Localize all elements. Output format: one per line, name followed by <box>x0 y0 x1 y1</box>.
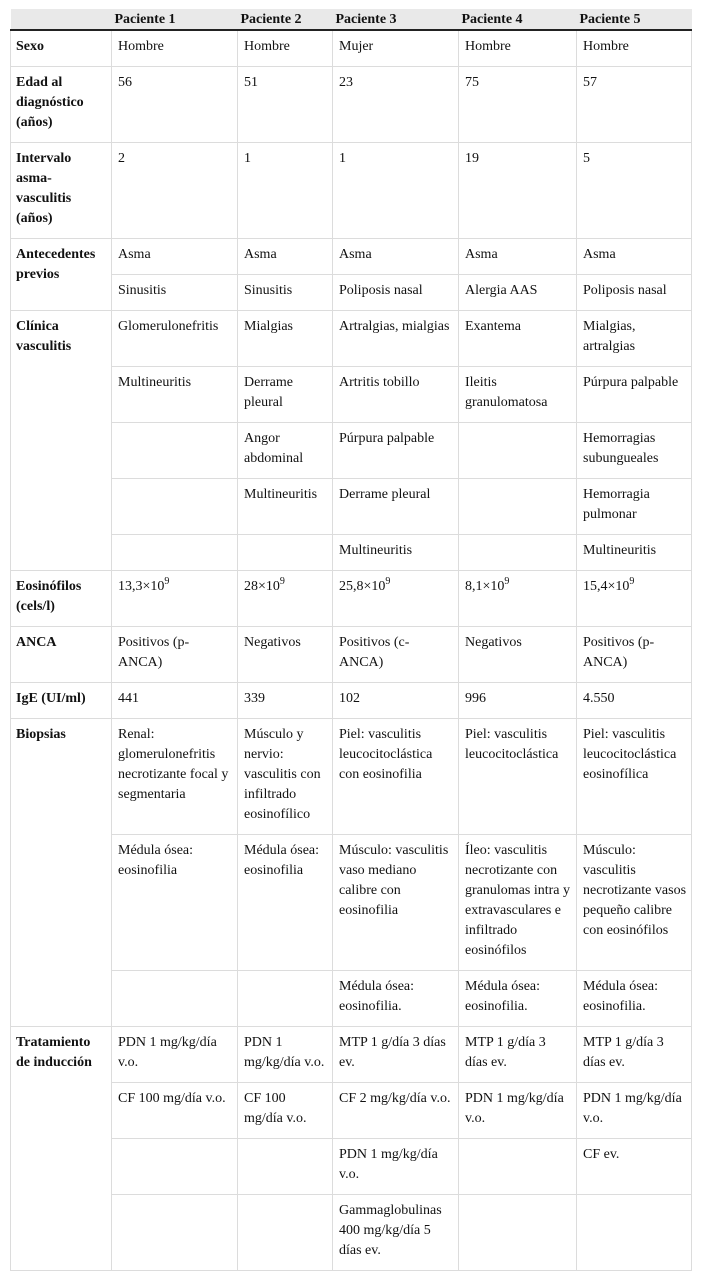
cell: Asma <box>577 239 692 275</box>
exponent: 9 <box>629 576 635 587</box>
cell: Artritis tobillo <box>333 367 459 423</box>
cell: MTP 1 g/día 3 días ev. <box>459 1027 577 1083</box>
cell <box>112 535 238 571</box>
cell: MTP 1 g/día 3 días ev. <box>577 1027 692 1083</box>
cell: Poliposis nasal <box>333 275 459 311</box>
patients-table <box>10 9 692 1271</box>
cell: 2 <box>112 143 238 239</box>
cell: Derrame pleural <box>238 367 333 423</box>
cell <box>459 1195 577 1271</box>
cell: Asma <box>112 239 238 275</box>
cell: 5 <box>577 143 692 239</box>
cell: PDN 1 mg/kg/día v.o. <box>112 1027 238 1083</box>
value: 8,1×10 <box>465 579 505 594</box>
cell: Ileitis granulomatosa <box>459 367 577 423</box>
cell: Multineuritis <box>238 479 333 535</box>
cell: Exantema <box>459 311 577 367</box>
header-paciente-2: Paciente 2 <box>238 9 333 30</box>
row-label: Intervalo asma-vasculitis (años) <box>11 143 112 239</box>
cell: Músculo: vasculitis vaso mediano calibre con eosinofilia <box>333 835 459 971</box>
cell: CF ev. <box>577 1139 692 1195</box>
cell: 441 <box>112 683 238 719</box>
cell <box>238 571 333 627</box>
row-clinica <box>11 311 692 367</box>
cell: Alergia AAS <box>459 275 577 311</box>
cell: Íleo: vasculitis necrotizante con granulomas intra y extravasculares e infiltrado eosinófilos <box>459 835 577 971</box>
row-label: IgE (UI/ml) <box>11 683 112 719</box>
cell: Hombre <box>459 30 577 67</box>
exponent: 9 <box>385 576 391 587</box>
cell: Sinusitis <box>238 275 333 311</box>
cell: Renal: glomerulonefritis necrotizante focal y segmentaria <box>112 719 238 835</box>
cell: Hombre <box>577 30 692 67</box>
cell: Mialgias, artralgias <box>577 311 692 367</box>
row-tratamiento <box>11 1027 692 1083</box>
row-label: Tratamiento de inducción <box>11 1027 112 1271</box>
cell: 56 <box>112 67 238 143</box>
cell: PDN 1 mg/kg/día v.o. <box>238 1027 333 1083</box>
row-anca <box>11 627 692 683</box>
cell: Mialgias <box>238 311 333 367</box>
row-label: Eosinófilos (cels/l) <box>11 571 112 627</box>
cell: Médula ósea: eosinofilia. <box>577 971 692 1027</box>
cell <box>112 571 238 627</box>
cell: Artralgias, mialgias <box>333 311 459 367</box>
row-clinica-2 <box>11 367 692 423</box>
cell: 996 <box>459 683 577 719</box>
value: 15,4×10 <box>583 579 630 594</box>
cell <box>238 971 333 1027</box>
row-clinica-5 <box>11 535 692 571</box>
cell: 4.550 <box>577 683 692 719</box>
cell <box>333 571 459 627</box>
row-antecedentes <box>11 239 692 275</box>
row-tratamiento-3 <box>11 1139 692 1195</box>
header-paciente-4: Paciente 4 <box>459 9 577 30</box>
header-row <box>11 9 692 30</box>
row-label: Antecedentes previos <box>11 239 112 311</box>
cell <box>459 535 577 571</box>
cell: Asma <box>238 239 333 275</box>
cell: Asma <box>459 239 577 275</box>
cell: PDN 1 mg/kg/día v.o. <box>577 1083 692 1139</box>
clinical-table-container <box>10 9 691 1258</box>
cell: Púrpura palpable <box>333 423 459 479</box>
value: 13,3×10 <box>118 579 165 594</box>
cell: Púrpura palpable <box>577 367 692 423</box>
cell: Hemorragias subungueales <box>577 423 692 479</box>
cell: Positivos (p-ANCA) <box>577 627 692 683</box>
cell: CF 100 mg/día v.o. <box>112 1083 238 1139</box>
cell: Glomerulonefritis <box>112 311 238 367</box>
row-intervalo <box>11 143 692 239</box>
cell: 75 <box>459 67 577 143</box>
row-clinica-3 <box>11 423 692 479</box>
header-paciente-1: Paciente 1 <box>112 9 238 30</box>
row-clinica-4 <box>11 479 692 535</box>
row-ige <box>11 683 692 719</box>
cell: 102 <box>333 683 459 719</box>
cell: Multineuritis <box>112 367 238 423</box>
cell: Positivos (p-ANCA) <box>112 627 238 683</box>
cell: Asma <box>333 239 459 275</box>
exponent: 9 <box>504 576 510 587</box>
cell <box>577 571 692 627</box>
header-empty <box>11 9 112 30</box>
row-biopsias-3 <box>11 971 692 1027</box>
cell: Médula ósea: eosinofilia <box>238 835 333 971</box>
cell <box>459 571 577 627</box>
cell: Mujer <box>333 30 459 67</box>
cell: Médula ósea: eosinofilia. <box>459 971 577 1027</box>
cell <box>112 1195 238 1271</box>
cell: 19 <box>459 143 577 239</box>
cell <box>112 423 238 479</box>
row-sexo <box>11 30 692 67</box>
cell: MTP 1 g/día 3 días ev. <box>333 1027 459 1083</box>
cell: 339 <box>238 683 333 719</box>
row-biopsias-2 <box>11 835 692 971</box>
cell <box>459 423 577 479</box>
cell <box>577 1195 692 1271</box>
cell <box>238 1195 333 1271</box>
header-paciente-3: Paciente 3 <box>333 9 459 30</box>
row-label: Clínica vasculitis <box>11 311 112 571</box>
row-tratamiento-4 <box>11 1195 692 1271</box>
cell: Multineuritis <box>333 535 459 571</box>
cell: Sinusitis <box>112 275 238 311</box>
cell: Músculo: vasculitis necrotizante vasos pequeño calibre con eosinófilos <box>577 835 692 971</box>
row-label: Sexo <box>11 30 112 67</box>
cell: Gammaglobulinas 400 mg/kg/día 5 días ev. <box>333 1195 459 1271</box>
exponent: 9 <box>279 576 285 587</box>
row-edad <box>11 67 692 143</box>
cell: Hombre <box>238 30 333 67</box>
cell <box>238 535 333 571</box>
value: 28×10 <box>244 579 280 594</box>
cell: Médula ósea: eosinofilia. <box>333 971 459 1027</box>
cell: Piel: vasculitis leucocitoclástica <box>459 719 577 835</box>
cell: 51 <box>238 67 333 143</box>
cell <box>112 479 238 535</box>
cell: Angor abdominal <box>238 423 333 479</box>
exponent: 9 <box>164 576 170 587</box>
cell: Multineuritis <box>577 535 692 571</box>
cell: Derrame pleural <box>333 479 459 535</box>
cell: 1 <box>333 143 459 239</box>
row-tratamiento-2 <box>11 1083 692 1139</box>
row-biopsias <box>11 719 692 835</box>
cell: 57 <box>577 67 692 143</box>
cell: CF 2 mg/kg/día v.o. <box>333 1083 459 1139</box>
row-label: Biopsias <box>11 719 112 1027</box>
cell: Negativos <box>238 627 333 683</box>
value: 25,8×10 <box>339 579 386 594</box>
header-paciente-5: Paciente 5 <box>577 9 692 30</box>
cell: Músculo y nervio: vasculitis con infiltrado eosinofílico <box>238 719 333 835</box>
row-label: Edad al diagnóstico (años) <box>11 67 112 143</box>
cell: Piel: vasculitis leucocitoclástica con eosinofilia <box>333 719 459 835</box>
cell: PDN 1 mg/kg/día v.o. <box>459 1083 577 1139</box>
cell: 23 <box>333 67 459 143</box>
cell: Negativos <box>459 627 577 683</box>
cell: Hemorragia pulmonar <box>577 479 692 535</box>
row-label: ANCA <box>11 627 112 683</box>
row-eosinofilos <box>11 571 692 627</box>
row-antecedentes-2 <box>11 275 692 311</box>
cell: PDN 1 mg/kg/día v.o. <box>333 1139 459 1195</box>
cell: Hombre <box>112 30 238 67</box>
cell <box>459 1139 577 1195</box>
cell <box>112 1139 238 1195</box>
cell <box>112 971 238 1027</box>
cell: CF 100 mg/día v.o. <box>238 1083 333 1139</box>
cell: Piel: vasculitis leucocitoclástica eosinofílica <box>577 719 692 835</box>
cell: 1 <box>238 143 333 239</box>
cell <box>459 479 577 535</box>
cell: Positivos (c-ANCA) <box>333 627 459 683</box>
cell: Médula ósea: eosinofilia <box>112 835 238 971</box>
cell: Poliposis nasal <box>577 275 692 311</box>
cell <box>238 1139 333 1195</box>
